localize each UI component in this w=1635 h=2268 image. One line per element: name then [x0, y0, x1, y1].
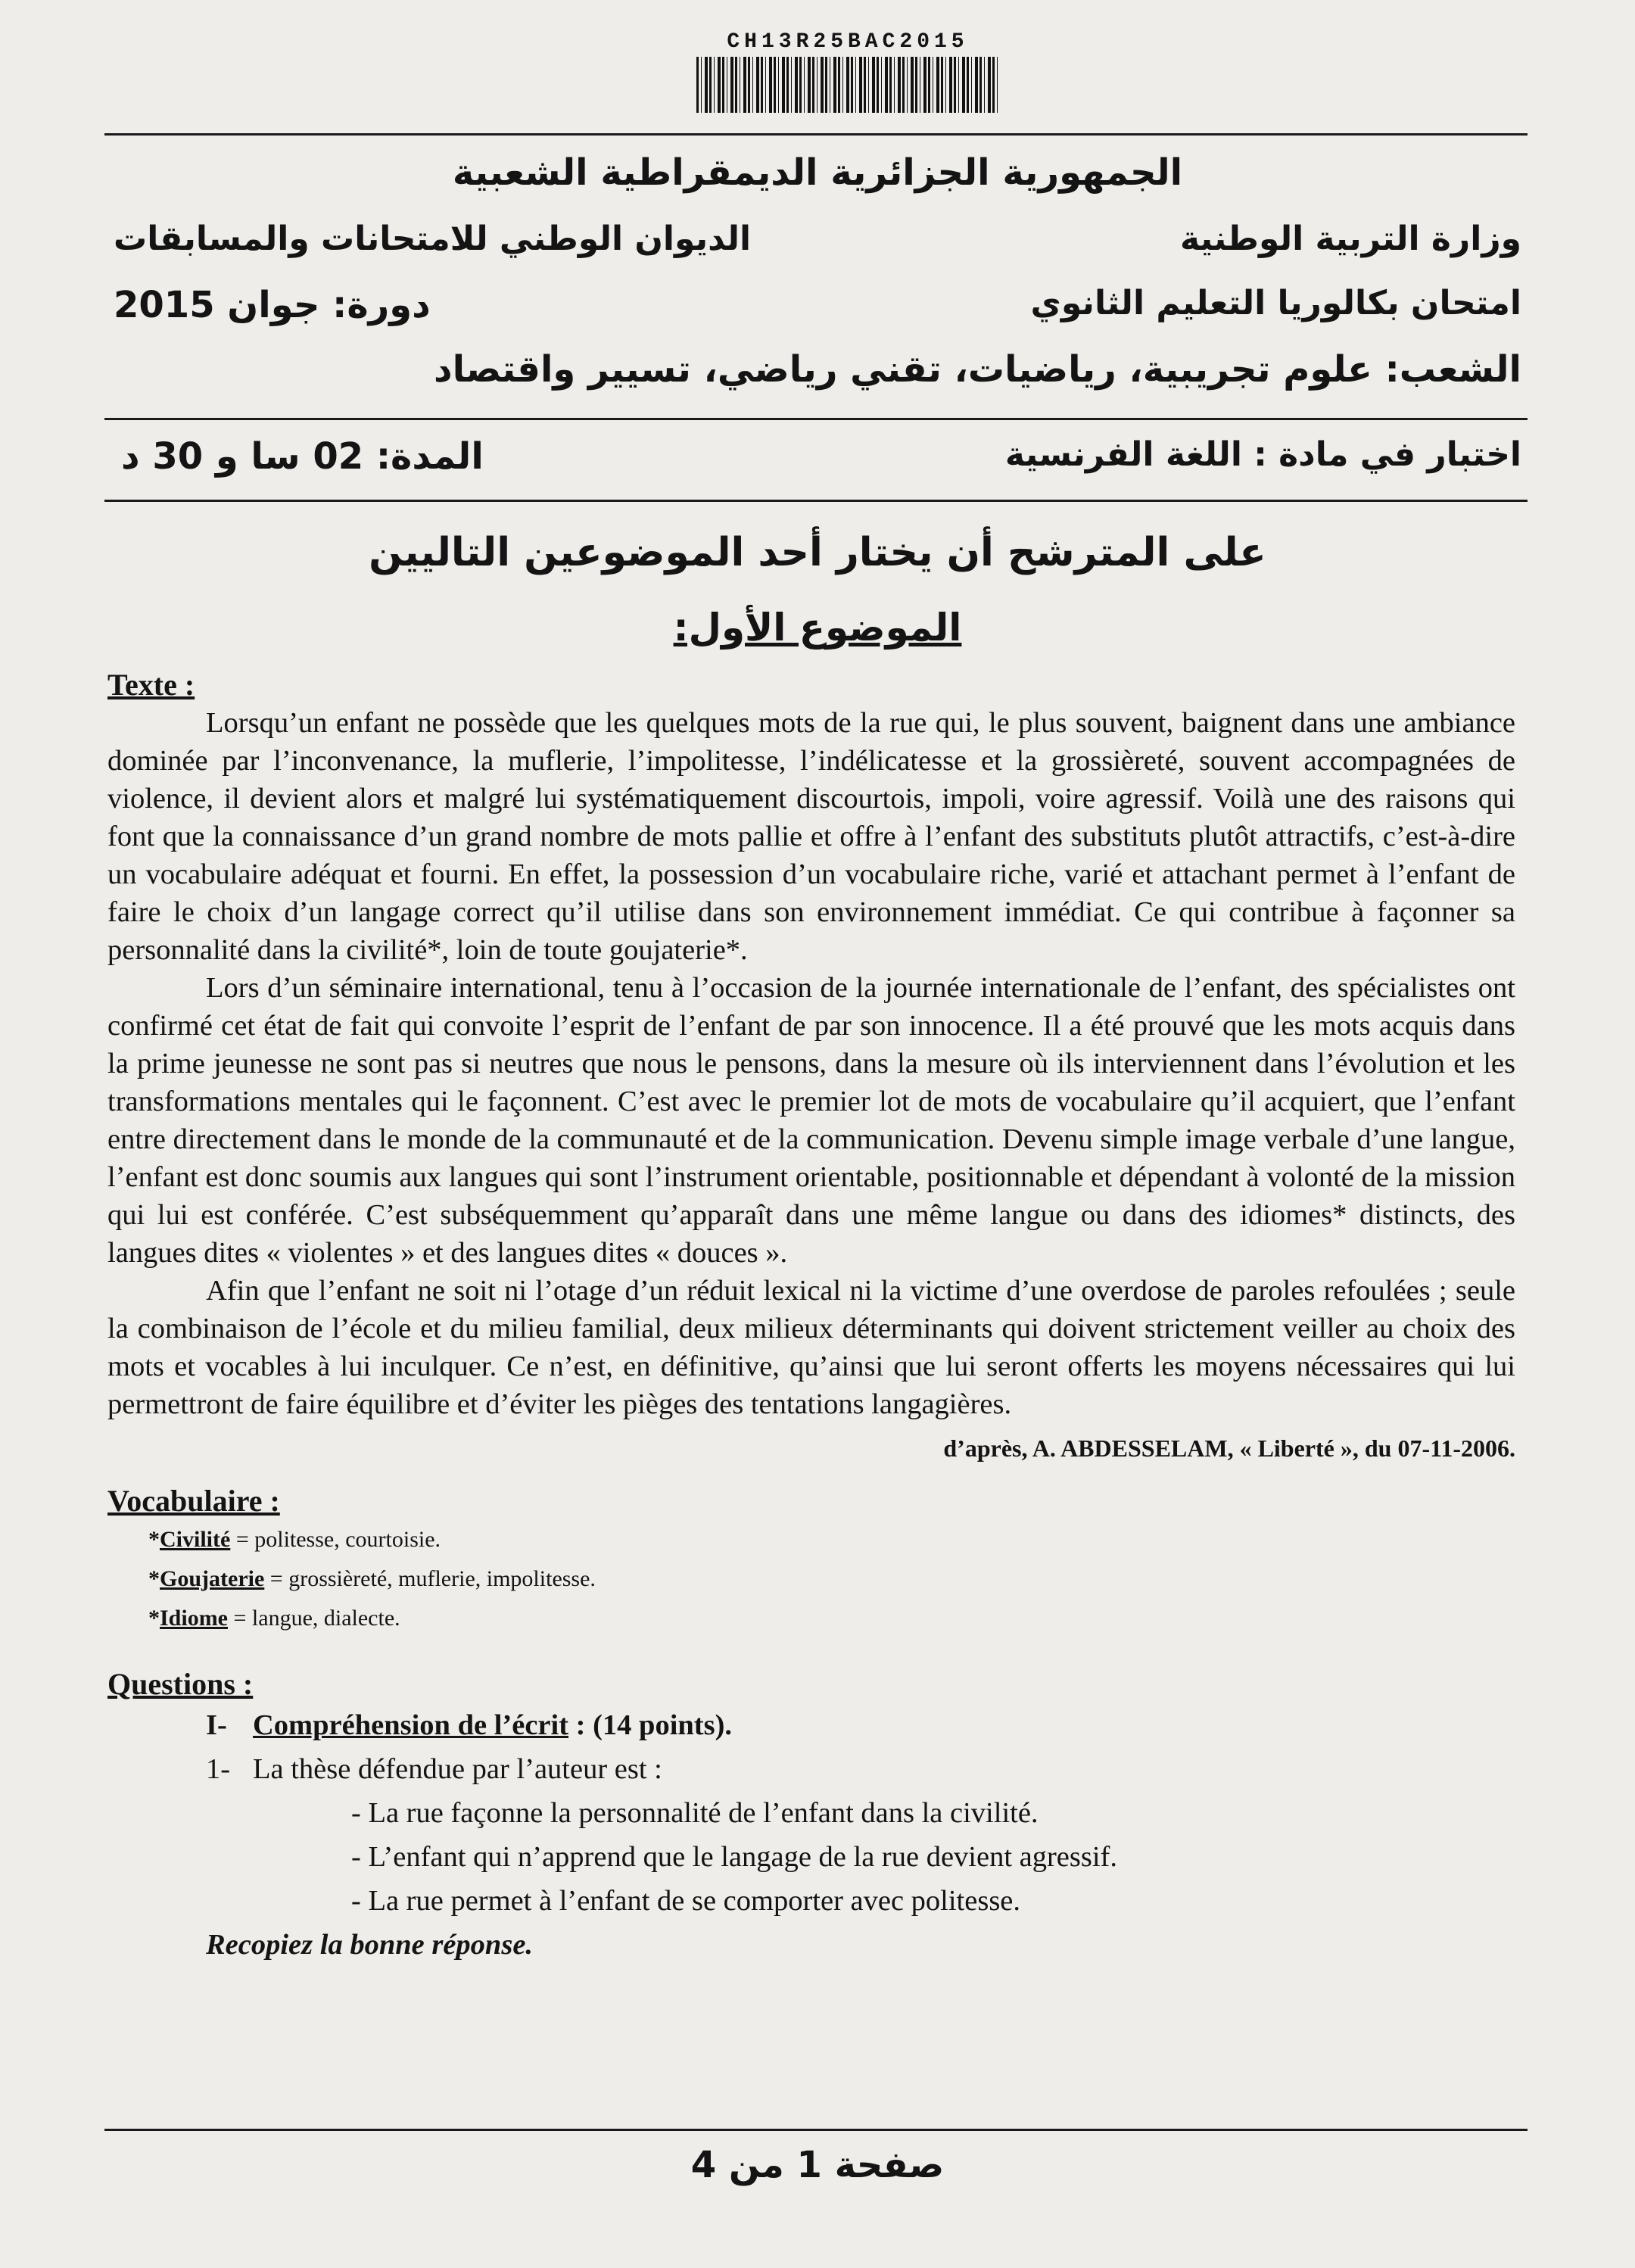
text-paragraph: Lors d’un séminaire international, tenu à l’occasion de la journée internationale de l’enfant, des spécialistes ont confirmé cet état de fait qui convoite l’esprit de l’enfant de par son innocence. Il a été prouvé que les mots acquis dans la prime jeunesse ne sont pas si neutres que nous le pensons, dans la mesure où ils interviennent dans l’évolution et les transformations mentales qui le façonnent. C’est avec le premier lot de mots de vocabulaire qu’il acquiert, que l’enfant entre directement dans le monde de la communauté et de la communication. Devenu simple image verbale d’une langue, l’enfant est donc soumis aux langues qui sont l’instrument orientable, positionnable et dépendant à volonté de la mission qui lui est conférée. C’est subséquemment qu’apparaît dans une même langue ou dans des idiomes* distincts, des langues dites « violentes » et des langues dites « douces ».	[107, 972, 1515, 1269]
answer-option: - La rue permet à l’enfant de se comporter avec politesse.	[351, 1885, 1021, 1917]
topic-title-text: الموضوع الأول:	[673, 606, 962, 650]
vocabulary-item: *Goujaterie = grossièreté, muflerie, impolitesse.	[148, 1566, 596, 1591]
question-instruction: Recopiez la bonne réponse.	[206, 1929, 534, 1961]
choose-topic-instruction: على المترشح أن يختار أحد الموضوعين التاليين	[369, 530, 1266, 575]
header-middle-rule	[104, 418, 1528, 420]
vocabulary-term: Idiome	[160, 1606, 228, 1631]
section-heading	[107, 1703, 1515, 1747]
section-title: Compréhension de l’écrit	[253, 1709, 569, 1741]
topic-title	[0, 606, 1635, 650]
question-number: 1-	[206, 1753, 231, 1785]
questions-heading: Questions :	[107, 1667, 254, 1701]
vocabulary-definition: = politesse, courtoisie.	[230, 1527, 441, 1552]
vocabulary-term: Goujaterie	[160, 1566, 265, 1591]
section-number: I-	[206, 1709, 227, 1741]
exam-content	[107, 666, 1515, 1967]
vocabulary-section	[107, 1482, 1515, 1638]
vocabulary-term: Civilité	[160, 1527, 231, 1552]
republic-title: الجمهورية الجزائرية الديمقراطية الشعبية	[452, 151, 1183, 194]
header-bottom-rule	[104, 500, 1528, 502]
barcode	[696, 30, 999, 113]
vocabulary-item: *Idiome = langue, dialecte.	[148, 1606, 400, 1631]
ministry-name: وزارة التربية الوطنية	[1179, 220, 1521, 258]
section-points: : (14 points).	[568, 1709, 733, 1741]
session-date: دورة: جوان 2015	[114, 284, 431, 326]
office-name: الديوان الوطني للامتحانات والمسابقات	[114, 220, 752, 258]
vocabulary-definition: = langue, dialecte.	[228, 1606, 400, 1631]
question-text: La thèse défendue par l’auteur est :	[253, 1753, 662, 1785]
header-top-rule	[104, 133, 1528, 136]
barcode-code: CH13R25BAC2015	[727, 30, 969, 54]
answer-option: - L’enfant qui n’apprend que le langage de la rue devient agressif.	[351, 1841, 1117, 1873]
subject-name: اختبار في مادة : اللغة الفرنسية	[1004, 435, 1521, 474]
question-1	[107, 1747, 1515, 1791]
text-paragraph: Lorsqu’un enfant ne possède que les quelques mots de la rue qui, le plus souvent, baignent dans une ambiance dominée par l’inconvenance, la muflerie, l’impolitesse, l’indélicatesse et la grossièreté, souvent accompagnées de violence, il devient alors et malgré lui systématiquement discourtois, impoli, voire agressif. Voilà une des raisons qui font que la connaissance d’un grand nombre de mots pallie et offre à l’enfant des substituts plutôt attractifs, c’est-à-dire un vocabulaire adéquat et fourni. En effet, la possession d’un vocabulaire riche, varié et attachant permet à l’enfant de faire le choix d’un langage correct qu’il utilise dans son environnement immédiat. Ce qui contribue à façonner sa personnalité dans la civilité*, loin de toute goujaterie*.	[107, 707, 1515, 966]
text-heading: Texte :	[107, 668, 195, 702]
text-paragraph: Afin que l’enfant ne soit ni l’otage d’un réduit lexical ni la victime d’une overdose de paroles refoulées ; seule la combinaison de l’école et du milieu familial, deux milieux déterminants qui doivent strictement veiller au choix des mots et vocables à lui inculquer. Ce n’est, en définitive, qu’ainsi que lui seront offerts les moyens nécessaires qui lui permettront de faire équilibre et d’éviter les pièges des tentations langagières.	[107, 1275, 1515, 1420]
exam-name: امتحان بكالوريا التعليم الثانوي	[1030, 284, 1521, 322]
vocabulary-heading: Vocabulaire :	[107, 1484, 280, 1518]
page-number: صفحة 1 من 4	[690, 2144, 945, 2186]
answer-option: - La rue façonne la personnalité de l’enfant dans la civilité.	[351, 1797, 1039, 1829]
text-source: d’après, A. ABDESSELAM, « Liberté », du 07-11-2006.	[943, 1435, 1515, 1462]
footer-rule	[104, 2129, 1528, 2131]
vocabulary-definition: = grossièreté, muflerie, impolitesse.	[264, 1566, 596, 1591]
barcode-bars	[696, 57, 999, 113]
vocabulary-item: *Civilité = politesse, courtoisie.	[148, 1527, 441, 1552]
exam-duration: المدة: 02 سا و 30 د	[121, 435, 484, 478]
streams: الشعب: علوم تجريبية، رياضيات، تقني رياضي، تسيير واقتصاد	[434, 348, 1521, 391]
questions-section	[107, 1665, 1515, 1967]
